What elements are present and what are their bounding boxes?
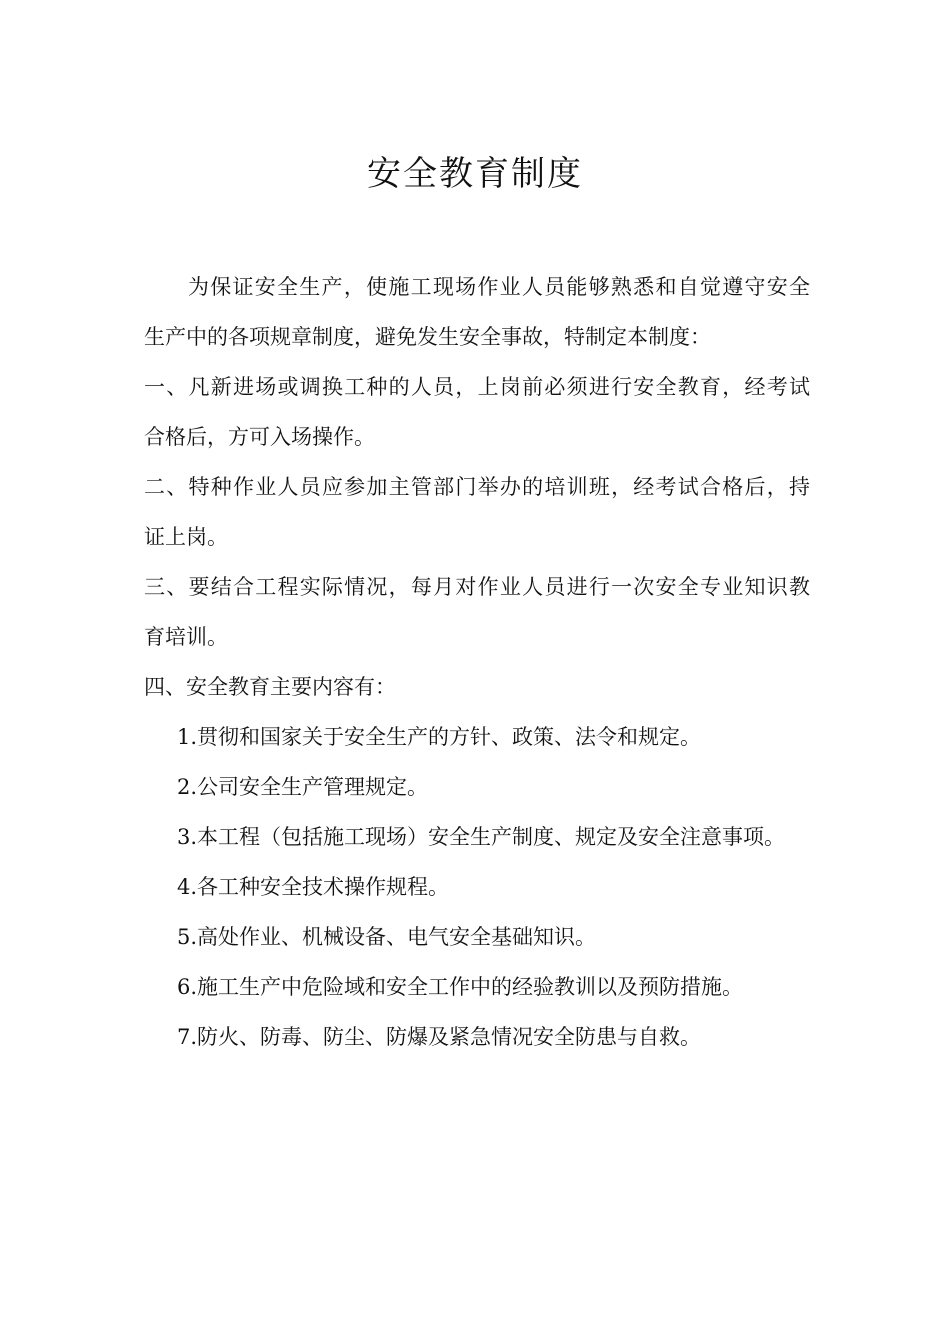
clause-1: [144, 362, 810, 462]
content-list: [144, 712, 810, 1062]
clause-line: 育培训。: [144, 625, 228, 649]
clause-line: 一、凡新进场或调换工种的人员，上岗前必须进行安全教育，经考试: [144, 375, 810, 399]
clause-3: [144, 562, 810, 662]
list-item: 7.防火、防毒、防尘、防爆及紧急情况安全防患与自救。: [177, 1025, 702, 1049]
clause-2: [144, 462, 810, 562]
clause-line: 合格后，方可入场操作。: [144, 425, 375, 449]
clause-line: 证上岗。: [144, 525, 228, 549]
intro-line: 为保证安全生产，使施工现场作业人员能够熟悉和自觉遵守安全: [188, 275, 810, 299]
clause-line: 二、特种作业人员应参加主管部门举办的培训班，经考试合格后，持: [144, 475, 810, 499]
list-item: 6.施工生产中危险域和安全工作中的经验教训以及预防措施。: [177, 975, 744, 999]
clause-line: 四、安全教育主要内容有：: [144, 675, 396, 699]
list-item: 5.高处作业、机械设备、电气安全基础知识。: [177, 925, 597, 949]
list-item: 1.贯彻和国家关于安全生产的方针、政策、法令和规定。: [177, 725, 702, 749]
clause-line: 三、要结合工程实际情况，每月对作业人员进行一次安全专业知识教: [144, 575, 810, 599]
intro-paragraph: [144, 262, 810, 362]
clause-4: [144, 662, 810, 712]
document-body: [144, 262, 810, 1062]
list-item: 4.各工种安全技术操作规程。: [177, 875, 450, 899]
document-title: 安全教育制度: [367, 154, 583, 194]
list-item: 2.公司安全生产管理规定。: [177, 775, 429, 799]
list-item: 3.本工程（包括施工现场）安全生产制度、规定及安全注意事项。: [177, 825, 786, 849]
intro-line: 生产中的各项规章制度，避免发生安全事故，特制定本制度：: [144, 325, 711, 349]
